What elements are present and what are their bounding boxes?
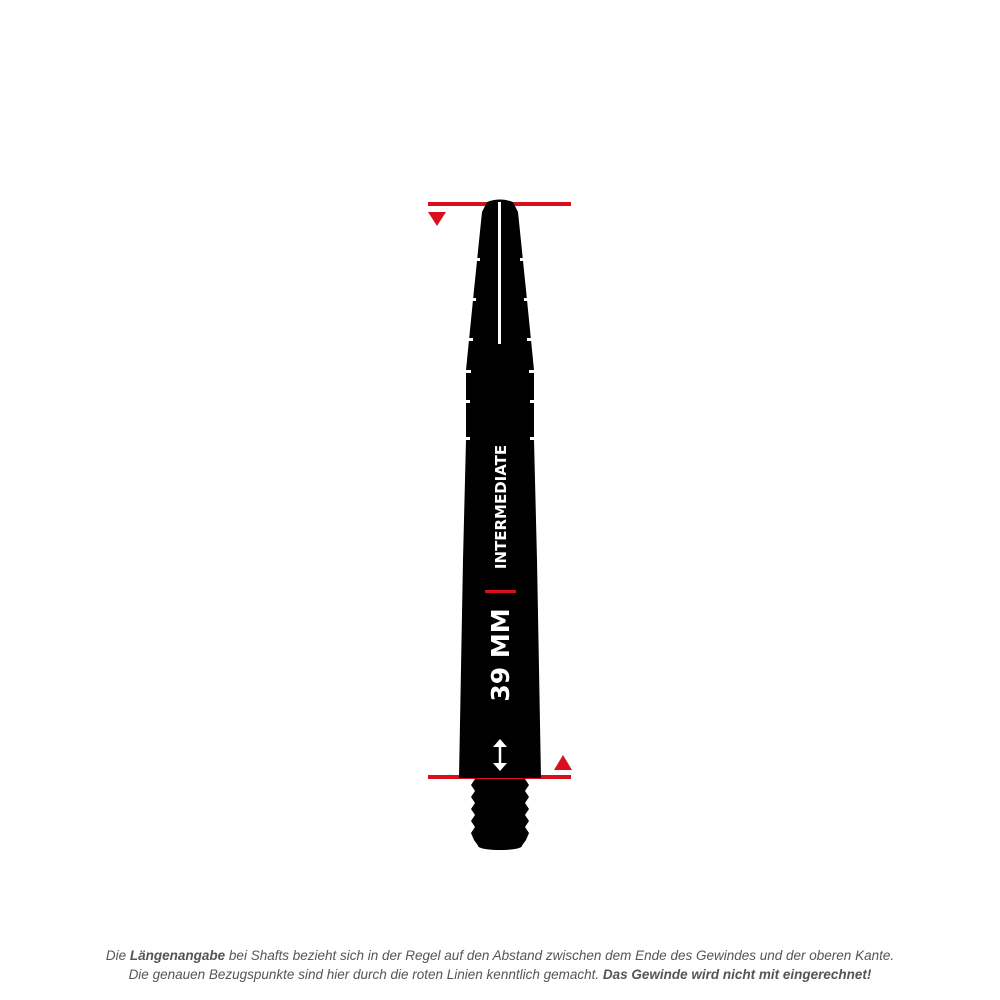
shaft-length-label: 39 MM: [486, 608, 515, 702]
label-divider: [485, 590, 516, 593]
caption-text: bei Shafts bezieht sich in der Regel auf den Abstand zwischen dem Ende des Gewindes und der oberen Kante.: [225, 948, 895, 963]
caption-emphasis: Längenangabe: [129, 948, 226, 963]
triangle-up-icon: [554, 755, 572, 770]
caption-line-1: [0, 946, 1000, 965]
caption-text: Die: [105, 948, 130, 963]
caption-text: Die genauen Bezugspunkte sind hier durch die roten Linien kenntlich gemacht.: [128, 967, 603, 982]
shaft-thread: [471, 779, 529, 850]
caption: [0, 946, 1000, 984]
caption-emphasis: Das Gewinde wird nicht mit eingerechnet!: [602, 967, 872, 982]
triangle-down-icon: [428, 212, 446, 226]
caption-line-2: [0, 965, 1000, 984]
shaft-type-label: INTERMEDIATE: [492, 444, 510, 570]
